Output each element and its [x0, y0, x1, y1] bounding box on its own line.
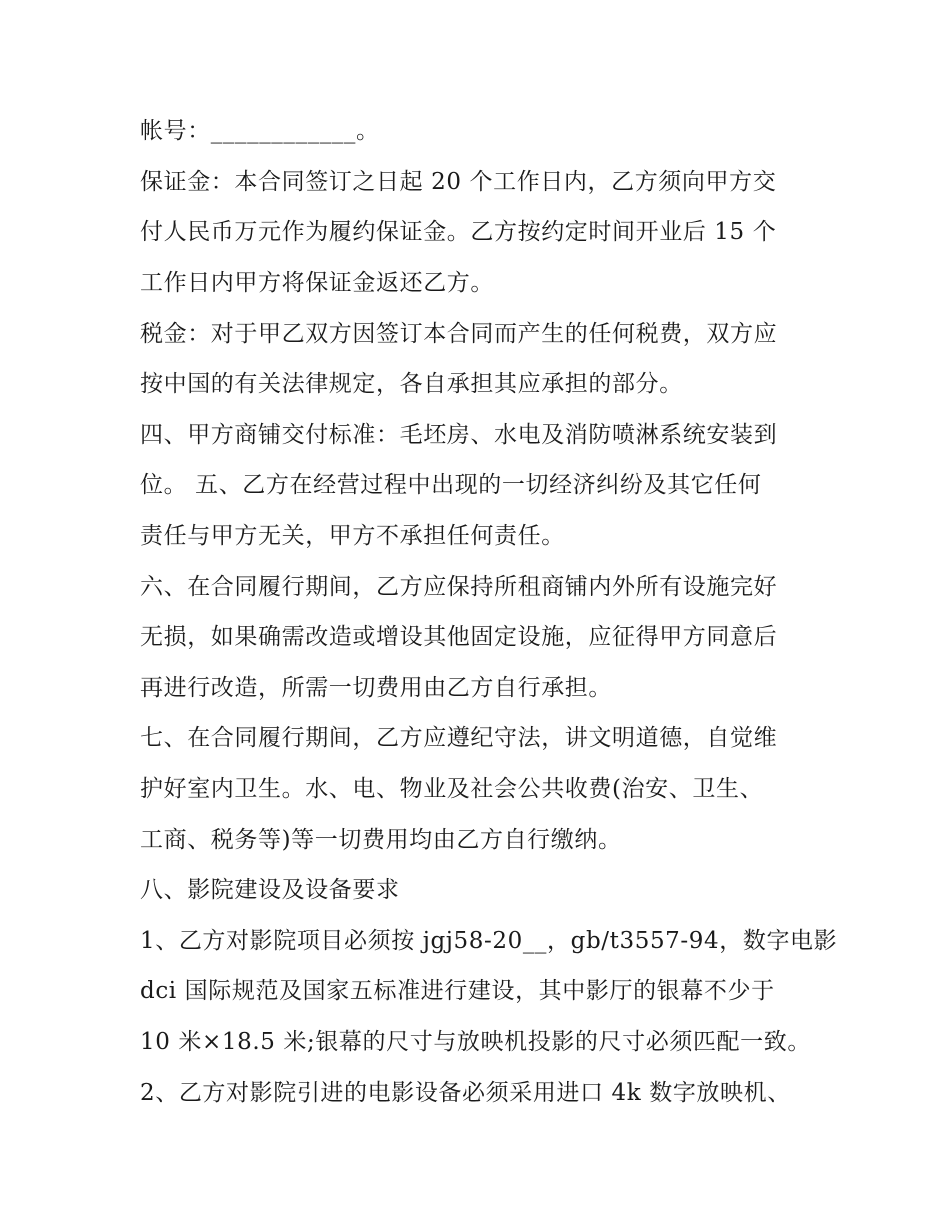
- clause-4-line-1: 四、甲方商铺交付标准：毛坯房、水电及消防喷淋系统安装到: [140, 422, 778, 448]
- clause-8-item-1-line-3: 10 米×18.5 米;银幕的尺寸与放映机投影的尺寸必须匹配一致。: [140, 1029, 811, 1055]
- deposit-paragraph-line-3: 工作日内甲方将保证金返还乙方。: [140, 270, 494, 296]
- tax-paragraph-line-1: 税金：对于甲乙双方因签订本合同而产生的任何税费，双方应: [140, 321, 778, 347]
- clause-5-line-2: 责任与甲方无关，甲方不承担任何责任。: [140, 523, 565, 549]
- clause-6-line-3: 再进行改造，所需一切费用由乙方自行承担。: [140, 675, 612, 701]
- clause-7-line-2: 护好室内卫生。水、电、物业及社会公共收费(治安、卫生、: [140, 776, 764, 802]
- deposit-paragraph-line-1: 保证金：本合同签订之日起 20 个工作日内，乙方须向甲方交: [140, 169, 777, 195]
- clause-7-line-3: 工商、税务等)等一切费用均由乙方自行缴纳。: [140, 827, 622, 853]
- clause-8-item-1-line-1: 1、乙方对影院项目必须按 jgj58-20__，gb/t3557-94，数字电影: [140, 928, 838, 954]
- tax-paragraph-line-2: 按中国的有关法律规定，各自承担其应承担的部分。: [140, 371, 683, 397]
- clause-5-line-1: 位。 五、乙方在经营过程中出现的一切经济纠纷及其它任何: [140, 472, 762, 498]
- clause-8-item-2-line-1: 2、乙方对影院引进的电影设备必须采用进口 4k 数字放映机、: [140, 1080, 791, 1106]
- clause-7-line-1: 七、在合同履行期间，乙方应遵纪守法，讲文明道德，自觉维: [140, 725, 778, 751]
- clause-6-line-2: 无损，如果确需改造或增设其他固定设施，应征得甲方同意后: [140, 624, 778, 650]
- deposit-paragraph-line-2: 付人民币万元作为履约保证金。乙方按约定时间开业后 15 个: [140, 219, 777, 245]
- clause-8-heading: 八、影院建设及设备要求: [140, 877, 400, 903]
- account-number-line: 帐号：____________。: [140, 118, 380, 144]
- clause-6-line-1: 六、在合同履行期间，乙方应保持所租商铺内外所有设施完好: [140, 574, 778, 600]
- clause-8-item-1-line-2: dci 国际规范及国家五标准进行建设，其中影厅的银幕不少于: [140, 978, 775, 1004]
